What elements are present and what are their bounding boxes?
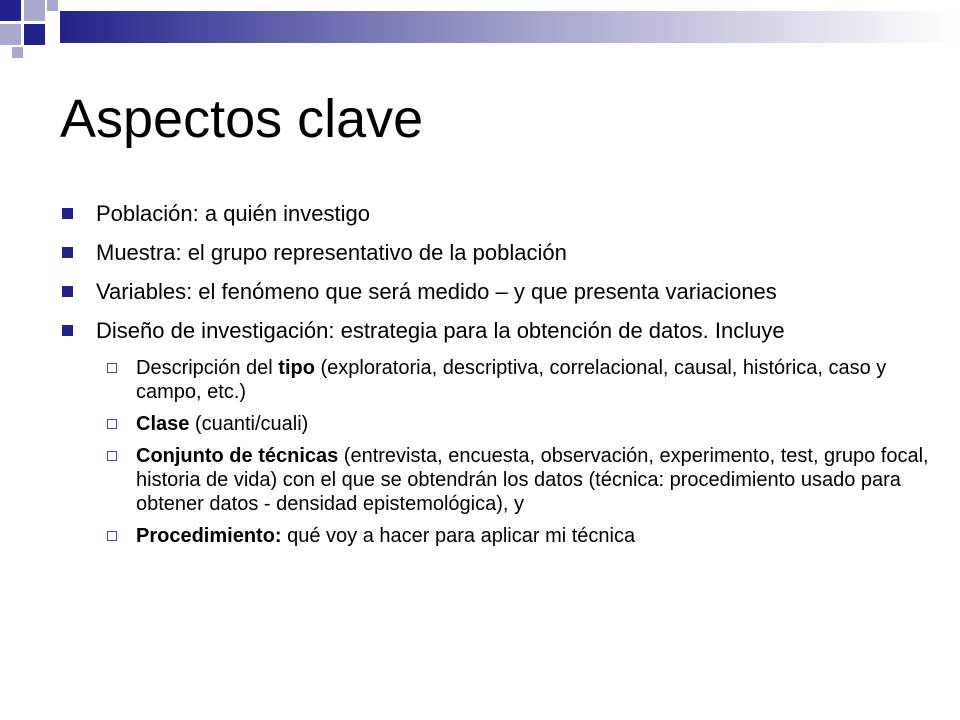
decor-square-light bbox=[0, 24, 21, 45]
decor-square-light bbox=[47, 0, 58, 11]
hollow-square-bullet-icon bbox=[107, 419, 117, 429]
header-gradient-bar bbox=[60, 11, 960, 43]
square-bullet-icon bbox=[62, 286, 73, 297]
sub-bullet-post: (exploratoria, descriptiva, correlacional, causal, histórica, caso y campo, etc.) bbox=[136, 357, 887, 403]
square-bullet-icon bbox=[62, 247, 73, 258]
sub-bullet-item bbox=[60, 524, 940, 548]
square-bullet-icon bbox=[62, 208, 73, 219]
hollow-square-bullet-icon bbox=[107, 363, 117, 373]
bullet-item bbox=[60, 239, 940, 266]
sub-bullet-item bbox=[60, 444, 940, 516]
sub-bullet-bold: tipo bbox=[278, 357, 315, 379]
sub-bullet-post: (entrevista, encuesta, observación, experimento, test, grupo focal, historia de vida) con el que se obtendrán los datos (técnica: procedimiento usado para obtener datos - densidad epistemológica), y bbox=[136, 445, 929, 515]
bullet-item bbox=[60, 317, 940, 344]
decor-square-light bbox=[24, 0, 45, 21]
sub-bullet-bold: Procedimiento: bbox=[136, 525, 282, 547]
decor-square-dark bbox=[24, 24, 45, 45]
sub-bullet-pre: Descripción del bbox=[136, 357, 279, 379]
hollow-square-bullet-icon bbox=[107, 531, 117, 541]
square-bullet-icon bbox=[62, 325, 73, 336]
bullet-text: Población: a quién investigo bbox=[96, 201, 370, 226]
sub-bullet-post: qué voy a hacer para aplicar mi técnica bbox=[281, 525, 636, 547]
hollow-square-bullet-icon bbox=[107, 451, 117, 461]
bullet-item bbox=[60, 200, 940, 227]
decor-square-dark bbox=[0, 0, 21, 21]
sub-bullet-bold: Clase bbox=[136, 413, 190, 435]
slide-title: Aspectos clave bbox=[60, 89, 424, 149]
bullet-list bbox=[60, 200, 940, 556]
sub-bullet-item bbox=[60, 412, 940, 436]
sub-bullet-bold: Conjunto de técnicas bbox=[136, 445, 339, 467]
bullet-text: Muestra: el grupo representativo de la población bbox=[96, 240, 567, 265]
sub-bullet-item bbox=[60, 356, 940, 404]
sub-bullet-post: (cuanti/cuali) bbox=[189, 413, 309, 435]
bullet-text: Variables: el fenómeno que será medido – y que presenta variaciones bbox=[96, 279, 777, 304]
bullet-text: Diseño de investigación: estrategia para la obtención de datos. Incluye bbox=[96, 318, 785, 343]
bullet-item bbox=[60, 278, 940, 305]
decor-square-light bbox=[12, 47, 23, 58]
